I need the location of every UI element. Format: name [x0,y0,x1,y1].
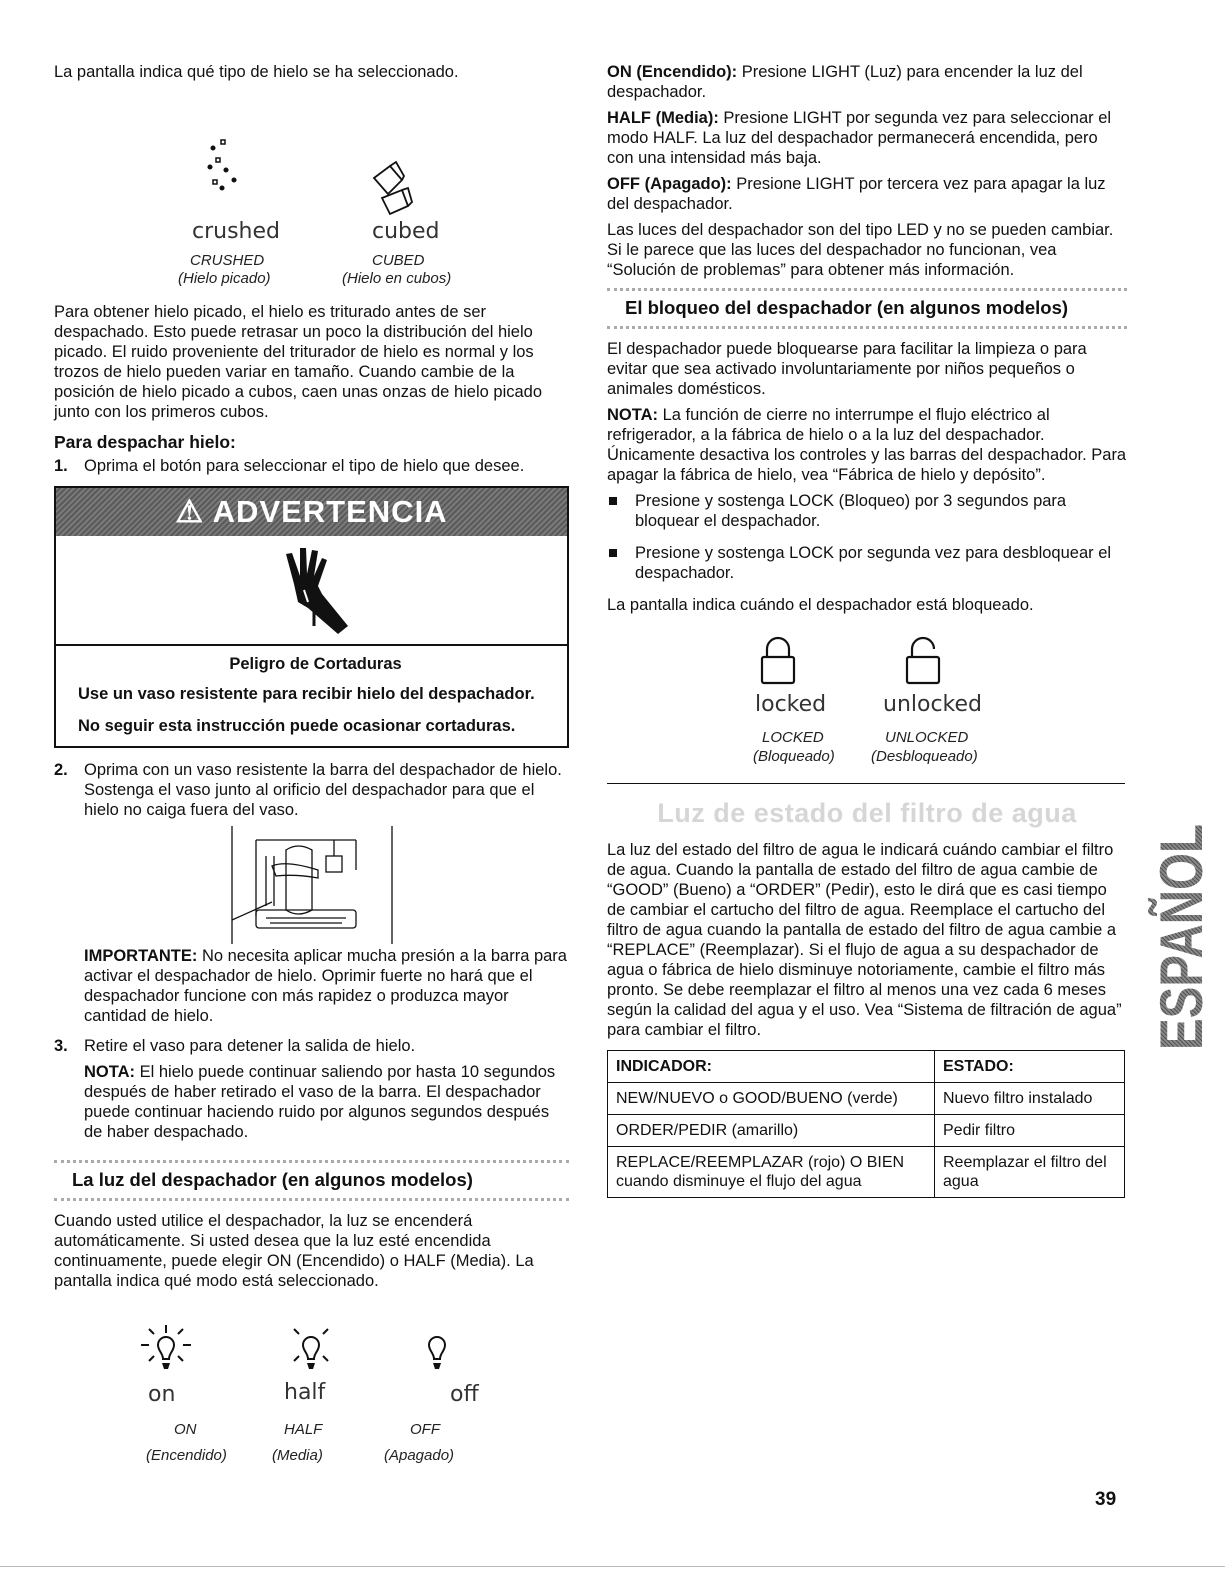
lock-nota-text: La función de cierre no interrumpe el flujo eléctrico al refrigerador, a la fábrica de hielo o a la luz del despachador. Únicamente desactiva los controles y las barras del despachador. Para apagar la fábrica de hielo, vea “Fábrica de hielo y depósito”. [607,406,1127,484]
warning-line-2: No seguir esta instrucción puede ocasionar cortaduras. [78,717,516,735]
step-2-number: 2. [54,761,68,779]
on-label: ON [174,1421,197,1438]
cut-hand-icon [274,544,364,639]
light-off-icon [410,1323,464,1375]
half-label: HALF [284,1421,323,1438]
important-label: IMPORTANTE: [84,947,198,965]
ice-icons [54,88,569,244]
light-on-icon [139,1323,193,1375]
dispenser-glass-icon [226,826,406,944]
light-half-icon [284,1323,338,1375]
half-sub: (Media) [272,1447,323,1464]
crushed-word: crushed [192,219,280,244]
right-column [607,62,1127,1198]
lock-nota-label: NOTA: [607,406,659,424]
step-1-text: Oprima el botón para seleccionar el tipo de hielo que desee. [84,457,525,475]
half-label-bold: HALF (Media): [607,109,719,127]
nota-label: NOTA: [84,1063,136,1081]
dispense-heading: Para despachar hielo: [54,432,236,452]
cubed-label: CUBED [372,252,425,269]
crushed-paragraph: Para obtener hielo picado, el hielo es triturado antes de ser despachado. Esto puede retrasar un poco la distribución del hielo picado. El ruido proveniente del triturador de hielo es normal y los trozos de hielo pueden variar en tamaño. Cuando cambie de la posición de hielo picado a cubos, caen unas onzas de hielo picado junto con los primeros cubos. [54,303,543,421]
filter-title: Luz de estado del filtro de agua [657,798,1077,828]
off-sub: (Apagado) [384,1447,455,1464]
step-1 [54,456,569,476]
unlocked-icon [904,635,948,687]
page-bottom-rule [0,1566,1225,1567]
ice-captions [54,244,569,302]
bullet-square-icon [609,549,617,557]
unlocked-label: UNLOCKED [885,729,969,746]
half-paragraph [607,108,1127,168]
section-divider [607,783,1125,784]
crushed-ice-icon [199,136,254,198]
warning-triangle-icon: ⚠ [175,494,205,529]
unlocked-sub: (Desbloqueado) [871,748,978,765]
table-header-status: ESTADO: [935,1051,1125,1083]
half-word: half [284,1380,326,1405]
nota-text: El hielo puede continuar saliendo por hasta 10 segundos después de haber retirado el vaso de la barra. El despachador puede continuar haciendo ruido por algunos segundos después de haber despachado. [84,1063,556,1141]
step-1-number: 1. [54,457,68,475]
important-paragraph [54,946,569,1026]
side-tab-label: ESPAÑOL [1148,822,1214,1050]
lock-icons [607,621,1127,767]
side-tab-text [1148,822,1214,1054]
light-paragraph: Cuando usted utilice el despachador, la luz se encenderá automáticamente. Si usted desea que la luz esté encendida continuamente, puede elegir ON (Encendido) o HALF (Media). La pantalla indica qué modo está seleccionado. [54,1212,534,1290]
table-cell: Pedir filtro [935,1115,1125,1147]
crushed-sub: (Hielo picado) [178,270,271,287]
cubed-sub: (Hielo en cubos) [342,270,452,287]
locked-sub: (Bloqueado) [753,748,835,765]
on-text: Presione LIGHT (Luz) para encender la luz del despachador. [607,63,1083,101]
ice-display-intro: La pantalla indica qué tipo de hielo se ha seleccionado. [54,63,459,81]
lock-section-heading: El bloqueo del despachador (en algunos modelos) [607,288,1127,329]
lock-paragraph: El despachador puede bloquearse para facilitar la limpieza o para evitar que sea activado involuntariamente por niños pequeños o animales domésticos. [607,340,1087,398]
locked-word: locked [755,692,827,717]
warning-box [54,486,569,748]
page-number: 39 [1095,1489,1117,1510]
step-2-text: Oprima con un vaso resistente la barra del despachador de hielo. Sostenga el vaso junto al orificio del despachador para que el hielo no caiga fuera del vaso. [84,761,562,819]
step-3 [54,1036,569,1056]
cubed-word: cubed [372,219,440,244]
table-row [608,1147,1125,1198]
step-3-text: Retire el vaso para detener la salida de hielo. [84,1037,416,1055]
bullet-item [607,543,1127,583]
on-label-bold: ON (Encendido): [607,63,738,81]
locked-label: LOCKED [762,729,824,746]
off-label: OFF [410,1421,440,1438]
unlocked-word: unlocked [883,692,983,717]
off-text: Presione LIGHT por tercera vez para apagar la luz del despachador. [607,175,1106,213]
off-label-bold: OFF (Apagado): [607,175,732,193]
on-paragraph [607,62,1127,102]
off-paragraph [607,174,1127,214]
led-paragraph: Las luces del despachador son del tipo LED y no se pueden cambiar. Si le parece que las luces del despachador no funcionan, vea “Solución de problemas” para obtener más información. [607,221,1114,279]
table-cell: ORDER/PEDIR (amarillo) [608,1115,935,1147]
table-cell: Nuevo filtro instalado [935,1083,1125,1115]
bullet-text: Presione y sostenga LOCK (Bloqueo) por 3 segundos para bloquear el despachador. [635,492,1067,530]
table-cell: REPLACE/REEMPLAZAR (rojo) O BIEN cuando disminuye el flujo del agua [608,1147,935,1198]
warning-image [56,536,567,646]
warning-hazard: Peligro de Cortaduras [229,655,402,673]
table-row [608,1115,1125,1147]
lock-display-text: La pantalla indica cuándo el despachador está bloqueado. [607,596,1034,614]
bullet-item [607,491,1127,531]
language-side-tab [1148,822,1214,1054]
important-text: No necesita aplicar mucha presión a la barra para activar el despachador de hielo. Oprimir fuerte no hará que el despachador funcione con más rapidez o produzca mayor cantidad de hielo. [84,947,567,1025]
table-cell: NEW/NUEVO o GOOD/BUENO (verde) [608,1083,935,1115]
step-3-number: 3. [54,1037,68,1055]
on-word: on [148,1382,176,1407]
warning-title: ADVERTENCIA [212,494,448,529]
crushed-label: CRUSHED [190,252,265,269]
table-header-indicator: INDICADOR: [608,1051,935,1083]
warning-header [56,488,567,536]
locked-icon [759,635,797,687]
table-header-row [608,1051,1125,1083]
table-row [608,1083,1125,1115]
bullet-square-icon [609,497,617,505]
dispenser-illustration [54,826,569,946]
warning-line-1: Use un vaso resistente para recibir hielo del despachador. [78,685,535,703]
lock-note [607,405,1127,485]
light-section-heading: La luz del despachador (en algunos modelos) [54,1160,569,1201]
filter-status-table [607,1050,1125,1198]
step-2 [54,760,569,820]
light-subs [54,1447,569,1467]
filter-paragraph: La luz del estado del filtro de agua le indicará cuándo cambiar el filtro de agua. Cuando la pantalla de estado del filtro de agua cambie de “GOOD” (Bueno) a “ORDER” (Pedir), esto le dirá que es casi tiempo de cambiar el cartucho del filtro de agua. Reemplace el cartucho del filtro de agua cuando la pantalla de estado del filtro de agua cambie a “REPLACE” (Reemplazar). Si el flujo de agua a su despachador de agua o fábrica de hielo disminuye notoriamente, cambie el filtro más pronto. Se debe reemplazar el filtro al menos una vez cada 6 meses según la calidad del agua y el uso. Vea “Sistema de filtración de agua” para cambiar el filtro. [607,841,1122,1039]
light-icons [54,1297,569,1447]
on-sub: (Encendido) [146,1447,227,1464]
step-3-note [54,1062,569,1142]
bullet-text: Presione y sostenga LOCK por segunda vez para desbloquear el despachador. [635,544,1112,582]
half-text: Presione LIGHT por segunda vez para seleccionar el modo HALF. La luz del despachador permanecerá encendida, pero con una intensidad más baja. [607,109,1112,167]
warning-body [56,646,567,746]
table-cell: Reemplazar el filtro del agua [935,1147,1125,1198]
left-column [54,62,569,1467]
off-word: off [450,1382,479,1407]
cubed-ice-icon [368,158,414,218]
